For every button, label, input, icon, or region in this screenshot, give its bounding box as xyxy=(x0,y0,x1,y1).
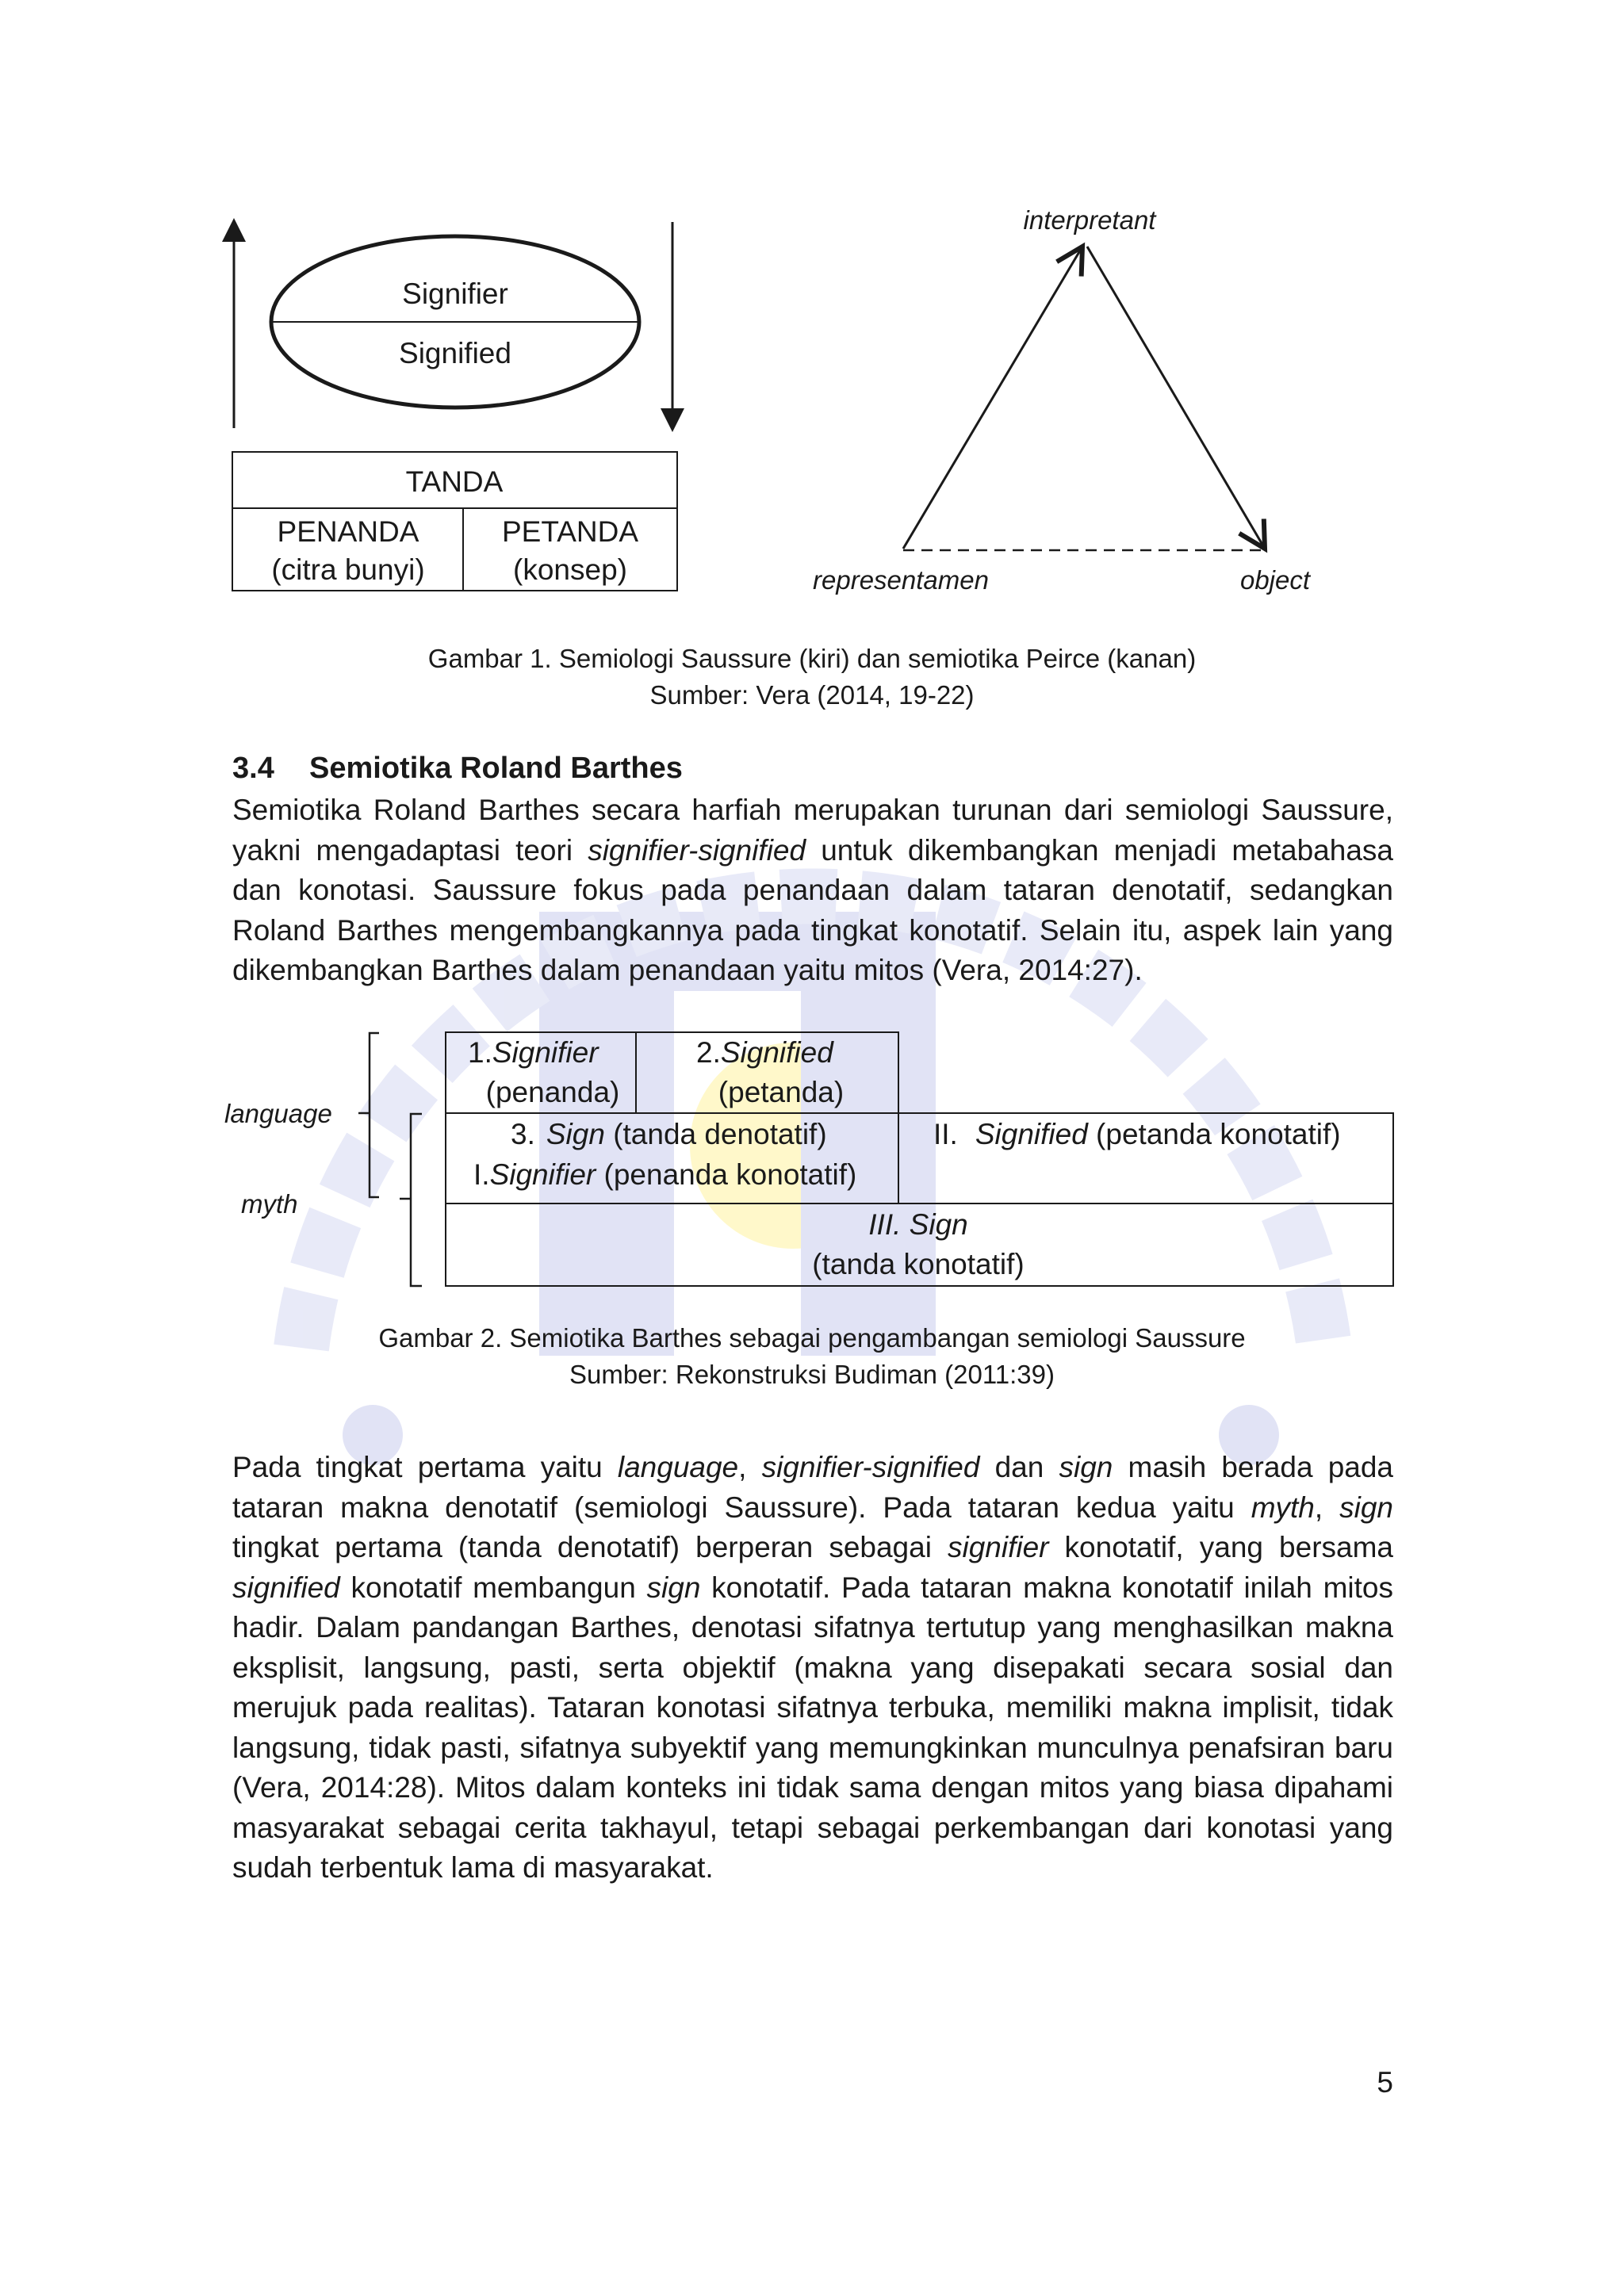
figure-2-caption xyxy=(0,1320,1624,1393)
cell-2-signified: 2.Signified xyxy=(696,1036,833,1069)
tanda-header: TANDA xyxy=(405,465,504,498)
cell-3-sign: 3. Sign (tanda denotatif) xyxy=(511,1118,827,1150)
cell-II-signified: II. Signified (petanda konotatif) xyxy=(933,1118,1341,1150)
cell-1-sub: (penanda) xyxy=(485,1076,620,1108)
myth-label: myth xyxy=(241,1189,298,1219)
object-label: object xyxy=(1239,565,1311,595)
petanda-sub: (konsep) xyxy=(513,553,627,586)
figure-1-caption-title: Gambar 1. Semiologi Saussure (kiri) dan semiotika Peirce (kanan) xyxy=(427,644,1197,673)
petanda-label: PETANDA xyxy=(501,515,639,548)
cell-III-sign: III. Sign xyxy=(868,1208,968,1241)
myth-bracket xyxy=(411,1114,422,1286)
figure-2-caption-title: Gambar 2. Semiotika Barthes sebagai pengambangan semiologi Saussure xyxy=(378,1323,1246,1353)
signifier-label: Signifier xyxy=(402,277,508,310)
language-label: language xyxy=(224,1099,332,1128)
cell-1-signifier: 1.Signifier xyxy=(468,1036,599,1069)
cell-I-signifier: I.Signifier (penanda konotatif) xyxy=(473,1158,857,1191)
figure-1 xyxy=(0,0,1624,618)
triangle-right-edge xyxy=(1087,247,1265,549)
penanda-label: PENANDA xyxy=(277,515,419,548)
interpretant-label: interpretant xyxy=(1023,205,1156,235)
section-number: 3.4 xyxy=(232,752,274,785)
figure-1-caption xyxy=(0,641,1624,714)
figure-1-caption-source: Sumber: Vera (2014, 19-22) xyxy=(649,680,975,710)
page-number: 5 xyxy=(1377,2066,1393,2099)
penanda-sub: (citra bunyi) xyxy=(271,553,425,586)
section-title: Semiotika Roland Barthes xyxy=(309,752,683,785)
cell-III-sub: (tanda konotatif) xyxy=(812,1248,1025,1280)
signified-label: Signified xyxy=(399,337,511,369)
language-bracket xyxy=(370,1033,379,1197)
figure-2 xyxy=(0,1015,1624,1300)
triangle-left-edge xyxy=(903,247,1082,549)
cell-2-sub: (petanda) xyxy=(718,1076,845,1108)
representamen-label: representamen xyxy=(813,565,989,595)
paragraph-1: Semiotika Roland Barthes secara harfiah merupakan turunan dari semiologi Saussure, yakni mengadaptasi teori signifier-signified untuk dikembangkan menjadi metabahasa dan konotasi. Saussure fokus pada penandaan dalam tataran denotatif, sedangkan Roland Barthes mengembangkannya pada tingkat konotatif. Selain itu, aspek lain yang dikembangkan Barthes dalam penandaan yaitu mitos (Vera, 2014:27). xyxy=(232,794,1393,986)
section-heading xyxy=(232,752,683,786)
paragraph-2: Pada tingkat pertama yaitu language, signifier-signified dan sign masih berada pada tataran makna denotatif (semiologi Saussure). Pada tataran kedua yaitu myth, sign tingkat pertama (tanda denotatif) berperan sebagai signifier konotatif, yang bersama signified konotatif membangun sign konotatif. Pada tataran makna konotatif inilah mitos hadir. Dalam pandangan Barthes, denotasi sifatnya tertutup yang menghasilkan makna eksplisit, langsung, pasti, serta objektif (makna yang disepakati secara sosial dan merujuk pada realitas). Tataran konotasi sifatnya terbuka, memiliki makna implisit, tidak langsung, tidak pasti, sifatnya subyektif yang memungkinkan munculnya penafsiran baru (Vera, 2014:28). Mitos dalam konteks ini tidak sama dengan mitos yang biasa dipahami masyarakat sebagai cerita takhayul, tetapi sebagai perkembangan dari konotasi yang sudah terbentuk lama di masyarakat. xyxy=(232,1451,1394,1884)
figure-2-caption-source: Sumber: Rekonstruksi Budiman (2011:39) xyxy=(569,1360,1055,1389)
